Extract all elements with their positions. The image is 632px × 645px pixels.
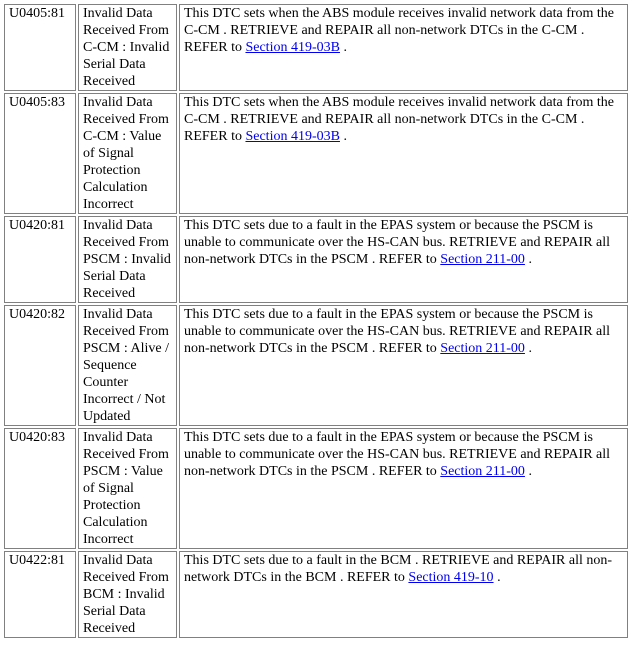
action-suffix: . xyxy=(339,40,347,55)
table-row xyxy=(4,216,628,303)
action-suffix: . xyxy=(524,252,532,267)
table-row xyxy=(4,428,628,549)
section-link[interactable]: Section 419-10 xyxy=(408,570,494,585)
dtc-action xyxy=(179,551,628,638)
section-link[interactable]: Section 419-03B xyxy=(245,129,340,144)
action-suffix: . xyxy=(524,341,532,356)
dtc-description: Invalid Data Received From PSCM : Value of Signal Protection Calculation Incorrect xyxy=(78,428,177,549)
dtc-action xyxy=(179,216,628,303)
dtc-table xyxy=(2,2,630,640)
action-text: This DTC sets due to a fault in the EPAS system or because the PSCM is unable to communicate over the HS-CAN bus. RETRIEVE and REPAIR all non-network DTCs in the PSCM . REFER to xyxy=(184,307,611,356)
table-row xyxy=(4,4,628,91)
action-text: This DTC sets due to a fault in the EPAS system or because the PSCM is unable to communicate over the HS-CAN bus. RETRIEVE and REPAIR all non-network DTCs in the PSCM . REFER to xyxy=(184,430,611,479)
section-link[interactable]: Section 211-00 xyxy=(440,464,525,479)
dtc-description: Invalid Data Received From PSCM : Invalid Serial Data Received xyxy=(78,216,177,303)
section-link[interactable]: Section 211-00 xyxy=(440,252,525,267)
action-suffix: . xyxy=(339,129,347,144)
action-text: This DTC sets when the ABS module receives invalid network data from the C-CM . RETRIEVE and REPAIR all non-network DTCs in the C-CM . REFER to xyxy=(184,95,615,144)
action-suffix: . xyxy=(524,464,532,479)
dtc-description: Invalid Data Received From C-CM : Value of Signal Protection Calculation Incorrect xyxy=(78,93,177,214)
dtc-action xyxy=(179,428,628,549)
section-link[interactable]: Section 419-03B xyxy=(245,40,340,55)
dtc-code: U0420:82 xyxy=(4,305,76,426)
dtc-code: U0420:83 xyxy=(4,428,76,549)
dtc-code: U0422:81 xyxy=(4,551,76,638)
dtc-action xyxy=(179,305,628,426)
table-row xyxy=(4,305,628,426)
dtc-description: Invalid Data Received From BCM : Invalid Serial Data Received xyxy=(78,551,177,638)
section-link[interactable]: Section 211-00 xyxy=(440,341,525,356)
dtc-action xyxy=(179,93,628,214)
dtc-description: Invalid Data Received From PSCM : Alive / Sequence Counter Incorrect / Not Updated xyxy=(78,305,177,426)
table-row xyxy=(4,551,628,638)
action-text: This DTC sets when the ABS module receives invalid network data from the C-CM . RETRIEVE and REPAIR all non-network DTCs in the C-CM . REFER to xyxy=(184,6,615,55)
action-suffix: . xyxy=(493,570,501,585)
dtc-description: Invalid Data Received From C-CM : Invalid Serial Data Received xyxy=(78,4,177,91)
dtc-code: U0405:81 xyxy=(4,4,76,91)
dtc-code: U0405:83 xyxy=(4,93,76,214)
table-row xyxy=(4,93,628,214)
action-text: This DTC sets due to a fault in the BCM . RETRIEVE and REPAIR all non-network DTCs in the BCM . REFER to xyxy=(184,553,613,585)
dtc-action xyxy=(179,4,628,91)
dtc-code: U0420:81 xyxy=(4,216,76,303)
action-text: This DTC sets due to a fault in the EPAS system or because the PSCM is unable to communicate over the HS-CAN bus. RETRIEVE and REPAIR all non-network DTCs in the PSCM . REFER to xyxy=(184,218,611,267)
